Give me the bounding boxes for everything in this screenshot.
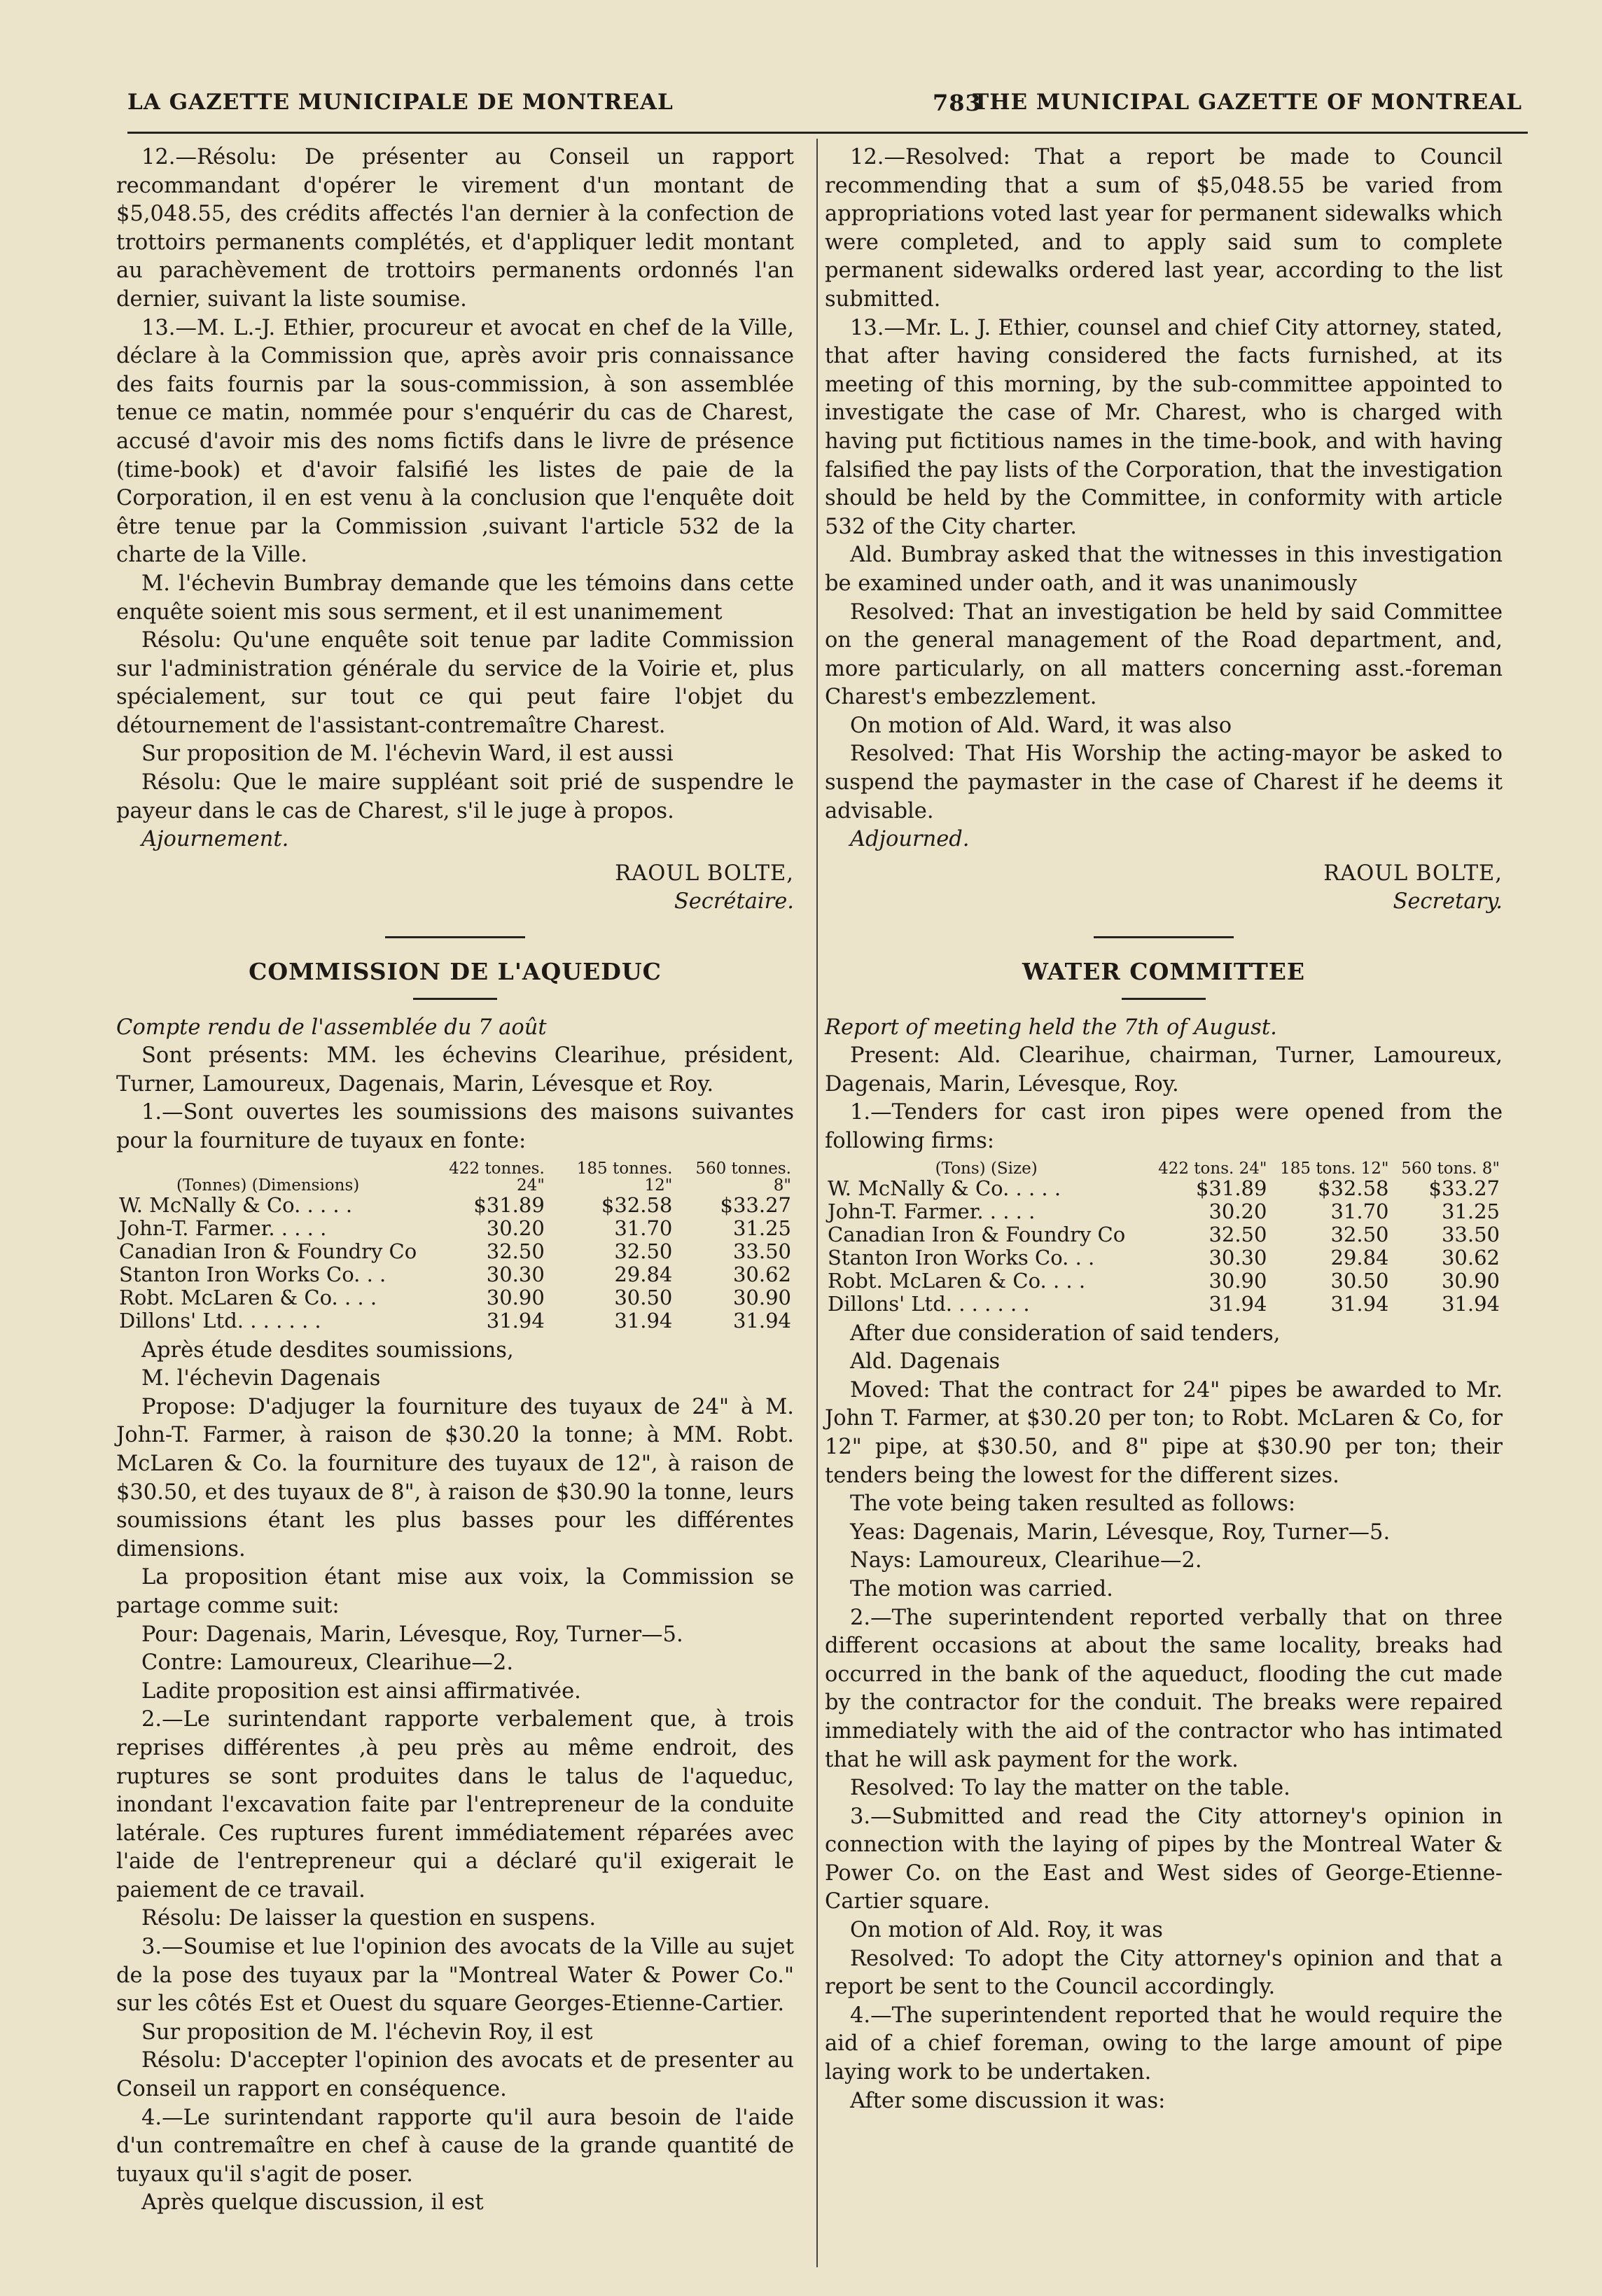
paragraph: Resolved: That an investigation be held by said Committee on the general management of the Road department, and, more particularly, on all matters concerning asst.-foreman Charest's embezzlement.	[825, 599, 1503, 710]
paragraph: Resolved: To adopt the City attorney's opinion and that a report be sent to the Council accordingly.	[825, 1946, 1503, 2000]
paragraph: Yeas: Dagenais, Marin, Lévesque, Roy, Turner—5.	[850, 1519, 1391, 1545]
table-row	[825, 1223, 1503, 1246]
running-header	[127, 90, 1522, 132]
paragraph: 2.—The superintendent reported verbally that on three different occasions at about the same locality, breaks had occurred in the bank of the aqueduct, flooding the cut made by the contractor for the conduit. The breaks were repaired immediately with the aid of the contractor who has intimated that he will ask payment for the work.	[825, 1605, 1503, 1772]
price: 30.90	[486, 1285, 545, 1309]
firm-name: Canadian Iron & Foundry Co	[828, 1222, 1126, 1246]
price: 30.62	[1441, 1245, 1500, 1269]
english-title: THE MUNICIPAL GAZETTE OF MONTREAL	[973, 90, 1522, 115]
table-header-cell: 422 tonnes. 24"	[449, 1159, 545, 1195]
paragraph: 4.—Le surintendant rapporte qu'il aura besoin de l'aide d'un contremaître en chef à cause de la grande quantité de tuyaux qu'il s'agit de poser.	[116, 2105, 794, 2187]
paragraph: Sont présents: MM. les échevins Clearihue, président, Turner, Lamoureux, Dagenais, Marin, Lévesque et Roy.	[116, 1043, 794, 1097]
price: 33.50	[732, 1239, 791, 1263]
price: 31.94	[614, 1308, 673, 1333]
price: 31.70	[614, 1216, 673, 1240]
signature-title: Secrétaire.	[674, 889, 794, 914]
table-header-cell: 560 tonnes. 8"	[695, 1159, 791, 1195]
price: 31.25	[732, 1216, 791, 1240]
title-rule	[1122, 998, 1206, 1000]
price: $31.89	[473, 1192, 545, 1217]
firm-name: Dillons' Ltd. . . . . . .	[119, 1308, 321, 1333]
paragraph: 1.—Sont ouvertes les soumissions des maisons suivantes pour la fourniture de tuyaux en fonte:	[116, 1100, 794, 1153]
price: 30.90	[1441, 1268, 1500, 1293]
table-row	[116, 1263, 794, 1286]
paragraph: Après quelque discussion, il est	[141, 2190, 484, 2215]
signature-title: Secretary.	[1393, 889, 1503, 914]
table-header-cell: 560 tons. 8"	[1401, 1159, 1500, 1178]
paragraph: M. l'échevin Bumbray demande que les témoins dans cette enquête soient mis sous serment, et il est unanimement	[116, 571, 794, 625]
english-column	[825, 144, 1503, 2115]
price: 31.94	[732, 1308, 791, 1333]
section-rule	[385, 936, 525, 938]
paragraph: Résolu: De laisser la question en suspens.	[141, 1906, 597, 1931]
paragraph: 13.—M. L.-J. Ethier, procureur et avocat en chef de la Ville, déclare à la Commission que, après avoir pris connaissance des faits fournis par la sous-commission, à son assemblée tenue ce matin, nommée pour s'enquérir du cas de Charest, accusé d'avoir mis des noms fictifs dans le livre de présence (time-book) et d'avoir falsifié les listes de paie de la Corporation, il en est venu à la conclusion que l'enquête doit être tenue par la Commission ,suivant l'article 532 de la charte de la Ville.	[116, 315, 794, 568]
price: $32.58	[601, 1192, 673, 1217]
paragraph: Après étude desdites soumissions,	[141, 1337, 514, 1363]
firm-name: John-T. Farmer. . . . .	[828, 1199, 1036, 1223]
tenders-table	[116, 1160, 794, 1333]
firm-name: Canadian Iron & Foundry Co	[119, 1239, 417, 1263]
price: 30.90	[732, 1285, 791, 1309]
page-number: 783	[933, 90, 982, 116]
paragraph: Resolved: That His Worship the acting-mayor be asked to suspend the paymaster in the case of Charest if he deems it advisable.	[825, 742, 1503, 823]
paragraph: Résolu: D'accepter l'opinion des avocats et de presenter au Conseil un rapport en conséquence.	[116, 2048, 794, 2102]
paragraph: 12.—Resolved: That a report be made to Council recommending that a sum of $5,048.55 be varied from appropriations voted last year for permanent sidewalks which were completed, and to apply said sum to complete permanent sidewalks ordered last year, according to the list submitted.	[825, 145, 1503, 312]
paragraph: Résolu: Que le maire suppléant soit prié de suspendre le payeur dans le cas de Charest, s'il le juge à propos.	[116, 770, 794, 823]
title-rule	[413, 998, 497, 1000]
table-header-cell: 185 tons. 12"	[1280, 1159, 1389, 1178]
paragraph: Ald. Bumbray asked that the witnesses in this investigation be examined under oath, and it was unanimously	[825, 543, 1503, 596]
paragraph: 12.—Résolu: De présenter au Conseil un rapport recommandant d'opérer le virement d'un montant de $5,048.55, des crédits affectés l'an dernier à la confection de trottoirs permanents complétés, et d'appliquer ledit montant au parachèvement de trottoirs permanents ordonnés l'an dernier, suivant la liste soumise.	[116, 145, 794, 312]
table-row	[116, 1286, 794, 1309]
signature	[116, 860, 794, 917]
price: 30.20	[486, 1216, 545, 1240]
report-subtitle: Report of meeting held the 7th of August.	[825, 1015, 1277, 1040]
paragraph: 4.—The superintendent reported that he would require the aid of a chief foreman, owing to the large amount of pipe laying work to be undertaken.	[825, 2003, 1503, 2085]
price: 32.50	[1330, 1222, 1389, 1246]
table-row	[116, 1194, 794, 1217]
adjournment: Ajournement.	[141, 827, 289, 852]
price: $33.27	[720, 1192, 791, 1217]
paragraph: 3.—Submitted and read the City attorney's opinion in connection with the laying of pipes by the Montreal Water & Power Co. on the East and West sides of George-Etienne-Cartier square.	[825, 1804, 1503, 1914]
price: $31.89	[1195, 1176, 1267, 1200]
firm-name: Robt. McLaren & Co. . . .	[828, 1268, 1086, 1293]
paragraph: Sur proposition de M. l'échevin Roy, il est	[141, 2019, 593, 2045]
paragraph: Pour: Dagenais, Marin, Lévesque, Roy, Turner—5.	[141, 1622, 683, 1647]
price: 32.50	[1209, 1222, 1267, 1246]
paragraph: The motion was carried.	[850, 1576, 1113, 1601]
paragraph: The vote being taken resulted as follows:	[850, 1491, 1296, 1517]
paragraph: Moved: That the contract for 24" pipes be awarded to Mr. John T. Farmer, at $30.20 per ton; to Robt. McLaren & Co, for 12" pipe, at $30.50, and 8" pipe at $30.90 per ton; their tenders being the lowest for the different sizes.	[825, 1377, 1503, 1488]
firm-name: W. McNally & Co. . . . .	[119, 1192, 353, 1217]
table-header-cell: 185 tonnes. 12"	[576, 1159, 673, 1195]
paragraph: Contre: Lamoureux, Clearihue—2.	[141, 1650, 514, 1676]
paragraph: 1.—Tenders for cast iron pipes were opened from the following firms:	[825, 1100, 1503, 1153]
french-column	[116, 144, 794, 2218]
price: 29.84	[614, 1262, 673, 1286]
price: 32.50	[486, 1239, 545, 1263]
signature-name: RAOUL BOLTE,	[615, 861, 794, 886]
paragraph: 3.—Soumise et lue l'opinion des avocats de la Ville au sujet de la pose des tuyaux par la "Montreal Water & Power Co." sur les côtés Est et Ouest du square Georges-Etienne-Cartier.	[116, 1935, 794, 2017]
table-header-cell: 422 tons. 24"	[1158, 1159, 1267, 1178]
paragraph: Sur proposition de M. l'échevin Ward, il est aussi	[141, 742, 674, 767]
table-row	[825, 1293, 1503, 1316]
paragraph: Ald. Dagenais	[850, 1349, 1001, 1375]
paragraph: Résolu: Qu'une enquête soit tenue par ladite Commission sur l'administration générale du service de la Voirie et, plus spécialement, sur tout ce qui peut faire l'objet du détournement de l'assistant-contremaître Charest.	[116, 628, 794, 738]
signature	[825, 860, 1503, 917]
table-row	[116, 1240, 794, 1263]
price: 30.62	[732, 1262, 791, 1286]
price: 30.50	[614, 1285, 673, 1309]
price: 31.94	[1330, 1291, 1389, 1316]
price: 30.30	[486, 1262, 545, 1286]
paragraph: After due consideration of said tenders,	[850, 1321, 1281, 1346]
table-header-row	[116, 1160, 794, 1194]
firm-name: W. McNally & Co. . . . .	[828, 1176, 1061, 1200]
table-row	[825, 1246, 1503, 1269]
section-title: WATER COMMITTEE	[1022, 958, 1306, 986]
table-row	[116, 1309, 794, 1333]
price: 31.94	[1441, 1291, 1500, 1316]
price: 31.25	[1441, 1199, 1500, 1223]
paragraph: Resolved: To lay the matter on the table.	[850, 1776, 1290, 1801]
section-title: COMMISSION DE L'AQUEDUC	[249, 958, 662, 986]
paragraph: La proposition étant mise aux voix, la Commission se partage comme suit:	[116, 1565, 794, 1618]
paragraph: Propose: D'adjuger la fourniture des tuyaux de 24" à M. John-T. Farmer, à raison de $30.20 la tonne; à MM. Robt. McLaren & Co. la fourniture des tuyaux de 12", à raison de $30.50, et des tuyaux de 8", à raison de $30.90 la tonne, leurs soumissions étant les plus basses pour les différentes dimensions.	[116, 1394, 794, 1561]
paragraph: On motion of Ald. Roy, it was	[850, 1918, 1163, 1943]
paragraph: Ladite proposition est ainsi affirmativée.	[141, 1678, 581, 1704]
firm-name: Stanton Iron Works Co. . .	[828, 1245, 1095, 1269]
price: $32.58	[1318, 1176, 1389, 1200]
paragraph: On motion of Ald. Ward, it was also	[850, 713, 1232, 738]
paragraph: 13.—Mr. L. J. Ethier, counsel and chief City attorney, stated, that after having considered the facts furnished, at its meeting of this morning, by the sub-committee appointed to investigate the case of Mr. Charest, who is charged with having put fictitious names in the time-book, and with having falsified the pay lists of the Corporation, that the investigation should be held by the Committee, in conformity with article 532 of the City charter.	[825, 315, 1503, 539]
paragraph: After some discussion it was:	[850, 2088, 1166, 2113]
price: 31.94	[486, 1308, 545, 1333]
paragraph: Present: Ald. Clearihue, chairman, Turner, Lamoureux, Dagenais, Marin, Lévesque, Roy.	[825, 1043, 1503, 1097]
table-row	[825, 1177, 1503, 1200]
column-divider	[816, 139, 818, 2267]
price: 30.20	[1209, 1199, 1267, 1223]
firm-name: Robt. McLaren & Co. . . .	[119, 1285, 377, 1309]
table-header-cell: (Tonnes) (Dimensions)	[176, 1176, 360, 1195]
price: 30.90	[1209, 1268, 1267, 1293]
price: 33.50	[1441, 1222, 1500, 1246]
table-row	[825, 1269, 1503, 1293]
paragraph: M. l'échevin Dagenais	[141, 1366, 381, 1391]
table-row	[825, 1200, 1503, 1223]
header-rule	[127, 132, 1528, 134]
paragraph: Nays: Lamoureux, Clearihue—2.	[850, 1548, 1202, 1573]
adjournment: Adjourned.	[850, 827, 970, 852]
section-rule	[1094, 936, 1234, 938]
price: $33.27	[1428, 1176, 1500, 1200]
table-header-row	[825, 1160, 1503, 1177]
price: 30.50	[1330, 1268, 1389, 1293]
firm-name: Dillons' Ltd. . . . . . .	[828, 1291, 1030, 1316]
table-row	[116, 1217, 794, 1240]
firm-name: John-T. Farmer. . . . .	[119, 1216, 327, 1240]
table-header-cell: (Tons) (Size)	[935, 1159, 1038, 1178]
price: 31.94	[1209, 1291, 1267, 1316]
firm-name: Stanton Iron Works Co. . .	[119, 1262, 386, 1286]
price: 31.70	[1330, 1199, 1389, 1223]
signature-name: RAOUL BOLTE,	[1323, 861, 1503, 886]
tenders-table	[825, 1160, 1503, 1316]
paragraph: 2.—Le surintendant rapporte verbalement que, à trois reprises différentes ,à peu près au même endroit, des ruptures se sont produites dans le talus de l'aqueduc, inondant l'excavation faite par l'entrepreneur de la conduite latérale. Ces ruptures furent immédiatement réparées avec l'aide de l'entrepreneur qui a déclaré qu'il exigerait le paiement de ce travail.	[116, 1707, 794, 1902]
french-title: LA GAZETTE MUNICIPALE DE MONTREAL	[127, 90, 674, 115]
price: 30.30	[1209, 1245, 1267, 1269]
report-subtitle: Compte rendu de l'assemblée du 7 août	[116, 1015, 547, 1040]
price: 29.84	[1330, 1245, 1389, 1269]
price: 32.50	[614, 1239, 673, 1263]
